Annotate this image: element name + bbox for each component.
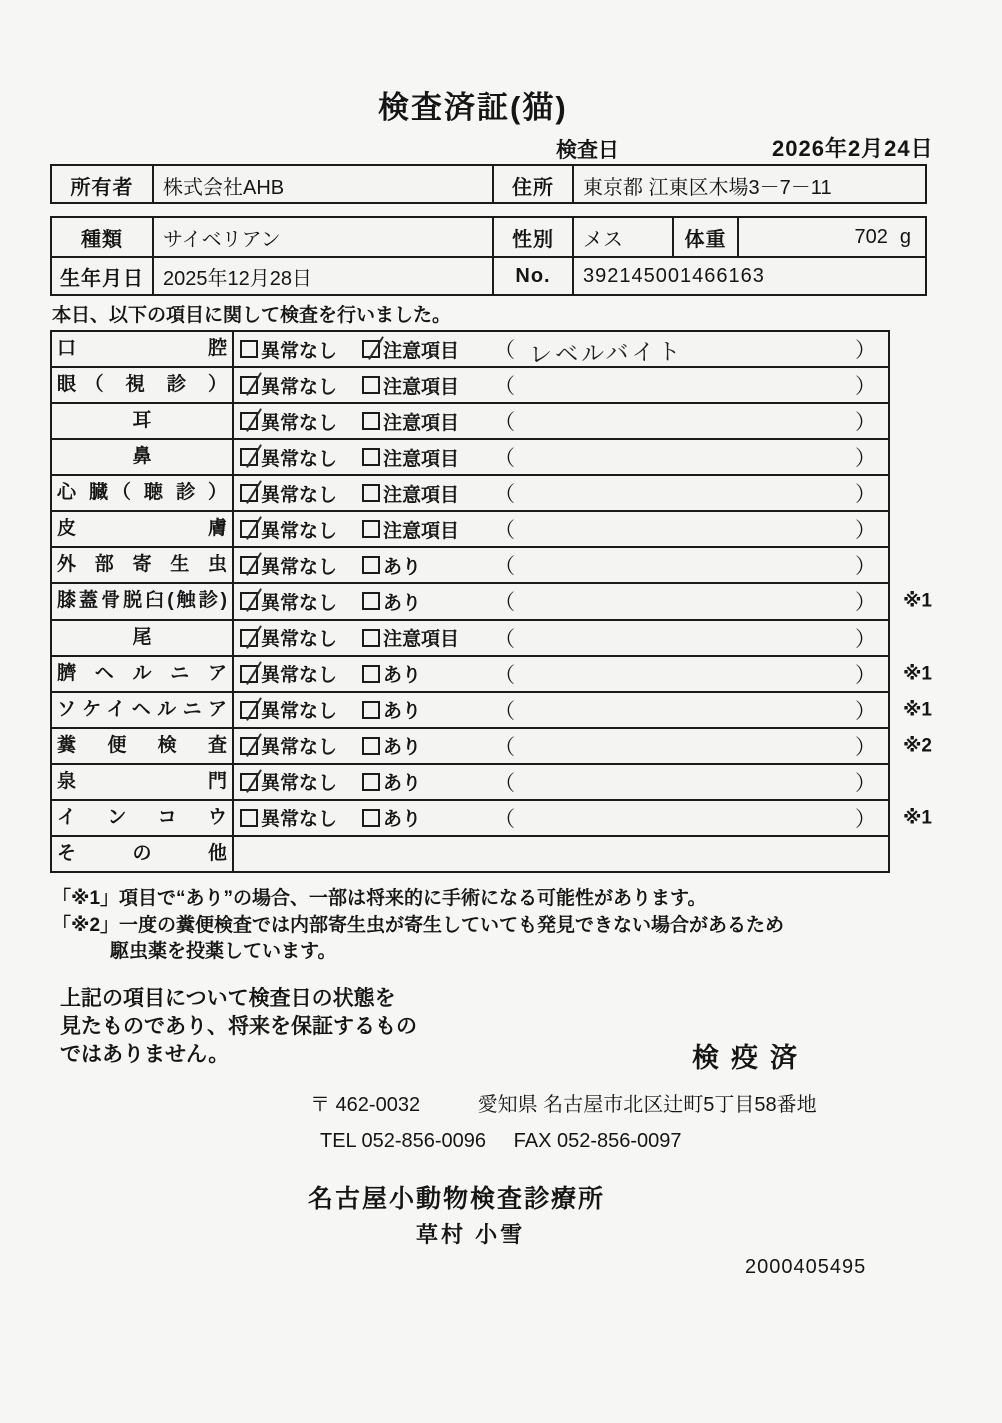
checkbox-icon — [362, 556, 380, 574]
paren-open: （ — [494, 519, 515, 543]
paren-open: （ — [494, 771, 515, 795]
attention-option: あり — [362, 804, 494, 831]
paren-open: （ — [494, 807, 515, 831]
paren-open: （ — [494, 591, 515, 615]
quarantine-done-text: 検疫済 — [692, 1043, 809, 1073]
inspection-date-value: 2026年2月24日 — [772, 136, 934, 161]
checkbox-icon — [362, 520, 380, 538]
paren-open: （ — [494, 663, 515, 687]
checklist-row — [52, 474, 888, 510]
checklist-item-content — [234, 621, 888, 655]
checklist-item-label: ソケイヘルニア — [52, 693, 234, 727]
checklist-item-label: 皮膚 — [52, 512, 234, 546]
handwritten-note — [529, 418, 855, 425]
checklist-row — [52, 510, 888, 546]
checklist-item-label: 眼（ 視 診 ） — [52, 368, 234, 402]
checklist-item-label: 糞便検査 — [52, 729, 234, 763]
checklist-item-content — [234, 693, 888, 727]
checklist-item-label: 外部寄生虫 — [52, 548, 234, 582]
paren-close: ） — [855, 807, 876, 831]
checklist-item-content — [234, 368, 888, 402]
checklist-item-label: 心 臓（ 聴 診 ） — [52, 476, 234, 510]
checklist-row — [52, 546, 888, 582]
attention-option: あり — [362, 552, 494, 579]
checklist-item-label: 臍ヘルニア — [52, 657, 234, 691]
checkbox-icon — [240, 484, 258, 502]
checklist-table — [50, 330, 932, 873]
disclaimer-line-1: 上記の項目について検査日の状態を — [60, 987, 396, 1010]
attention-option: 注意項目 — [362, 516, 494, 543]
checklist-item-content — [234, 440, 888, 474]
checklist-item-content — [234, 765, 888, 799]
footnote-2-continued: 駆虫薬を投薬しています。 — [110, 941, 337, 962]
attention-option: あり — [362, 660, 494, 687]
no-abnormality-option: 異常なし — [240, 624, 362, 651]
attention-option: 注意項目 — [362, 336, 494, 363]
checkbox-icon — [240, 340, 258, 358]
paren-open: （ — [494, 447, 515, 471]
species-row — [52, 218, 925, 256]
checklist-row — [52, 332, 888, 366]
paren-open: （ — [494, 699, 515, 723]
document-title: 検査済証(猫) — [378, 90, 568, 125]
no-value: 392145001466163 — [572, 258, 925, 294]
attention-option: あり — [362, 768, 494, 795]
owner-table — [50, 164, 927, 204]
clinic-address-line — [310, 1088, 817, 1117]
no-abnormality-option: 異常なし — [240, 804, 362, 831]
handwritten-note — [529, 742, 855, 749]
weight-label: 体重 — [672, 218, 737, 256]
checklist-item-content — [234, 548, 888, 582]
owner-row — [52, 166, 925, 204]
inspection-date-label: 検査日 — [556, 139, 619, 162]
checklist-item-label: 耳 — [52, 404, 234, 438]
paren-open: （ — [494, 339, 515, 363]
checklist-row — [52, 691, 932, 727]
no-abnormality-option: 異常なし — [240, 480, 362, 507]
checkbox-icon — [362, 773, 380, 791]
checkbox-icon — [240, 629, 258, 647]
paren-open: （ — [494, 483, 515, 507]
paren-close: ） — [855, 411, 876, 435]
footnote-mark: ※1 — [902, 807, 932, 829]
no-abnormality-option: 異常なし — [240, 768, 362, 795]
attention-option: あり — [362, 588, 494, 615]
handwritten-note — [529, 526, 855, 533]
checkbox-icon — [362, 484, 380, 502]
footnote-2: 「※2」一度の糞便検査では内部寄生虫が寄生していても発見できない場合があるため — [52, 915, 785, 936]
address-label: 住所 — [492, 166, 572, 204]
paren-close: ） — [855, 375, 876, 399]
paren-close: ） — [855, 555, 876, 579]
species-label: 種類 — [81, 228, 123, 251]
attention-option: 注意項目 — [362, 372, 494, 399]
checklist-item-label: インコウ — [52, 801, 234, 835]
handwritten-note — [529, 562, 855, 569]
attention-option: 注意項目 — [362, 624, 494, 651]
no-abnormality-option: 異常なし — [240, 696, 362, 723]
checklist-item-content — [234, 801, 888, 835]
checklist-row — [52, 619, 888, 655]
checklist-item-label: 鼻 — [52, 440, 234, 474]
handwritten-note — [529, 670, 855, 677]
checklist-item-content — [234, 512, 888, 546]
birth-label: 生年月日 — [60, 267, 144, 290]
paren-close: ） — [855, 519, 876, 543]
clinic-tel: TEL 052-856-0096 — [320, 1130, 487, 1152]
checkbox-icon — [362, 629, 380, 647]
checklist-row — [52, 835, 888, 871]
checklist-item-content — [234, 404, 888, 438]
weight-value: 702 — [854, 225, 888, 248]
checklist-item-label: 尾 — [52, 621, 234, 655]
attention-option: 注意項目 — [362, 408, 494, 435]
postal-code: 〒 462-0032 — [310, 1094, 421, 1116]
checklist-item-label: 膝蓋骨脱臼(触診) — [52, 584, 234, 618]
checklist-item-content — [234, 657, 888, 691]
species-value: サイベリアン — [152, 218, 492, 256]
checklist-item-label: その他 — [52, 837, 234, 871]
checkbox-icon — [240, 773, 258, 791]
checkbox-icon — [240, 412, 258, 430]
checkbox-icon — [362, 665, 380, 683]
veterinarian-name: 草村 小雪 — [416, 1222, 526, 1247]
handwritten-note — [529, 814, 855, 821]
disclaimer-line-2: 見たものであり、将来を保証するもの — [60, 1015, 417, 1038]
footnote-mark: ※1 — [902, 663, 932, 685]
attention-option: あり — [362, 732, 494, 759]
checklist-item-content — [234, 729, 888, 763]
serial-number: 2000405495 — [745, 1256, 867, 1278]
paren-close: ） — [855, 771, 876, 795]
pet-table — [50, 216, 927, 296]
checkbox-icon — [362, 376, 380, 394]
handwritten-note — [529, 598, 855, 605]
paren-open: （ — [494, 375, 515, 399]
paren-open: （ — [494, 555, 515, 579]
checkbox-icon — [362, 592, 380, 610]
birth-value: 2025年12月28日 — [152, 258, 492, 294]
checkbox-icon — [362, 737, 380, 755]
no-abnormality-option: 異常なし — [240, 660, 362, 687]
weight-value-cell — [737, 218, 925, 256]
handwritten-note — [529, 778, 855, 785]
checkbox-icon — [362, 448, 380, 466]
checklist-item-label: 泉門 — [52, 765, 234, 799]
handwritten-note: レベルバイト — [528, 337, 684, 367]
handwritten-note — [529, 634, 855, 641]
no-label: No. — [492, 258, 572, 294]
no-abnormality-option: 異常なし — [240, 588, 362, 615]
checklist-row — [52, 655, 932, 691]
paren-close: ） — [855, 447, 876, 471]
disclaimer-line-3: ではありません。 — [60, 1043, 230, 1066]
no-abnormality-option: 異常なし — [240, 372, 362, 399]
paren-close: ） — [855, 483, 876, 507]
handwritten-note — [529, 382, 855, 389]
disclaimer-paragraph — [60, 985, 417, 1069]
footnote-1: 「※1」項目で“あり”の場合、一部は将来的に手術になる可能性があります。 — [52, 888, 707, 909]
clinic-name: 名古屋小動物検査診療所 — [308, 1185, 606, 1213]
no-abnormality-option: 異常なし — [240, 444, 362, 471]
paren-close: ） — [855, 735, 876, 759]
clinic-phone-line — [320, 1130, 682, 1153]
checklist-item-content — [234, 837, 888, 871]
address-value: 東京都 江東区木場3－7－11 — [572, 166, 925, 204]
paren-close: ） — [855, 663, 876, 687]
checkbox-icon — [240, 809, 258, 827]
attention-option: 注意項目 — [362, 480, 494, 507]
paren-close: ） — [855, 339, 876, 363]
checkbox-icon — [240, 665, 258, 683]
checkbox-icon — [240, 520, 258, 538]
sex-value: メス — [572, 218, 672, 256]
no-abnormality-option: 異常なし — [240, 408, 362, 435]
paren-open: （ — [494, 735, 515, 759]
footnote-mark: ※1 — [902, 590, 932, 612]
paren-close: ） — [855, 591, 876, 615]
checklist-row — [52, 799, 932, 835]
no-abnormality-option: 異常なし — [240, 336, 362, 363]
weight-unit: g — [899, 225, 911, 248]
sex-label: 性別 — [492, 218, 572, 256]
checklist-row — [52, 438, 888, 474]
checkbox-icon — [362, 412, 380, 430]
handwritten-note — [529, 454, 855, 461]
handwritten-note — [529, 706, 855, 713]
checklist-row — [52, 402, 888, 438]
attention-option: あり — [362, 696, 494, 723]
owner-label: 所有者 — [70, 176, 134, 199]
no-abnormality-option: 異常なし — [240, 552, 362, 579]
checkbox-icon — [240, 737, 258, 755]
checklist-item-label: 口腔 — [52, 332, 234, 366]
paren-close: ） — [855, 699, 876, 723]
checklist-item-content — [234, 476, 888, 510]
no-abnormality-option: 異常なし — [240, 732, 362, 759]
clinic-address: 愛知県 名古屋市北区辻町5丁目58番地 — [477, 1094, 817, 1116]
owner-value: 株式会社AHB — [152, 166, 492, 204]
handwritten-note — [529, 490, 855, 497]
attention-option: 注意項目 — [362, 444, 494, 471]
checkbox-icon — [240, 592, 258, 610]
checklist-row — [52, 366, 888, 402]
checklist-item-content — [234, 584, 888, 618]
checkbox-icon — [240, 376, 258, 394]
checkbox-icon — [362, 809, 380, 827]
checklist-row — [52, 582, 932, 618]
clinic-fax: FAX 052-856-0097 — [513, 1130, 682, 1152]
checkbox-icon — [240, 556, 258, 574]
paren-close: ） — [855, 627, 876, 651]
paren-open: （ — [494, 411, 515, 435]
footnote-mark: ※1 — [902, 699, 932, 721]
birth-row — [52, 256, 925, 294]
checkbox-icon — [362, 340, 380, 358]
checklist-item-content — [234, 332, 888, 366]
checkbox-icon — [240, 448, 258, 466]
paren-open: （ — [494, 627, 515, 651]
checkbox-icon — [362, 701, 380, 719]
checklist-row — [52, 727, 932, 763]
checklist-row — [52, 763, 888, 799]
intro-sentence: 本日、以下の項目に関して検査を行いました。 — [52, 305, 452, 326]
checkbox-icon — [240, 701, 258, 719]
footnote-mark: ※2 — [902, 735, 932, 757]
no-abnormality-option: 異常なし — [240, 516, 362, 543]
